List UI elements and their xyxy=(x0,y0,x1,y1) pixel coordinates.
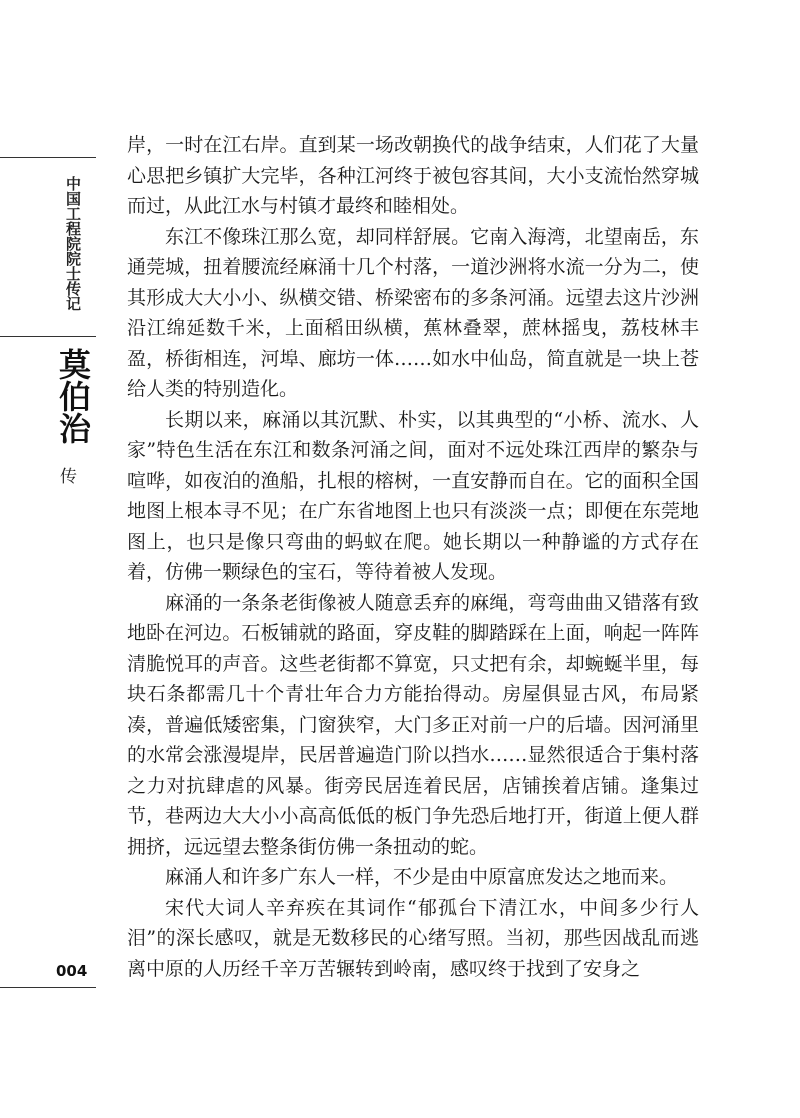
paragraph: 宋代大词人辛弃疾在其词作“郁孤台下清江水，中间多少行人泪”的深长感叹，就是无数移民的心绪写照。当初，那些因战乱而逃离中原的人历经千辛万苦辗转到岭南，感叹终于找到了安身之 xyxy=(127,896,699,980)
body-text xyxy=(127,130,699,984)
biography-suffix: 传 xyxy=(60,467,77,487)
margin-rule-bottom xyxy=(0,987,96,988)
biography-subject-name: 莫伯治 xyxy=(54,348,92,444)
paragraph: 东江不像珠江那么宽，却同样舒展。它南入海湾，北望南岳，东通莞城，扭着腰流经麻涌十几个村落，一道沙洲将水流一分为二，使其形成大大小小、纵横交错、桥梁密布的多条河涌。远望去这片沙洲沿江绵延数千米，上面稻田纵横，蕉林叠翠，蔗林摇曳，荔枝林丰盈，桥街相连，河埠、廊坊一体……如水中仙岛，简直就是一块上苍给人类的特别造化。 xyxy=(127,225,699,400)
margin-rule-middle xyxy=(0,336,96,337)
margin-rule-top xyxy=(0,157,96,158)
paragraph: 麻涌人和许多广东人一样，不少是由中原富庶发达之地而来。 xyxy=(165,866,679,888)
paragraph: 岸，一时在江右岸。直到某一场改朝换代的战争结束，人们花了大量心思把乡镇扩大完毕，各种江河终于被包容其间，大小支流怡然穿城而过，从此江水与村镇才最终和睦相处。 xyxy=(127,134,699,217)
series-title: 中国工程院院士传记 xyxy=(64,176,82,311)
paragraph: 长期以来，麻涌以其沉默、朴实，以其典型的“小桥、流水、人家”特色生活在东江和数条河涌之间，面对不远处珠江西岸的繁杂与喧哗，如夜泊的渔船，扎根的榕树，一直安静而自在。它的面积全国地图上根本寻不见；在广东省地图上也只有淡淡一点；即便在东莞地图上，也只是像只弯曲的蚂蚁在爬。她长期以一种静谧的方式存在着，仿佛一颗绿色的宝石，等待着被人发现。 xyxy=(127,408,699,583)
page-number: 004 xyxy=(56,962,88,980)
paragraph: 麻涌的一条条老街像被人随意丢弃的麻绳，弯弯曲曲又错落有致地卧在河边。石板铺就的路面，穿皮鞋的脚踏踩在上面，响起一阵阵清脆悦耳的声音。这些老街都不算宽，只丈把有余，却蜿蜒半里，每块石条都需几十个青壮年合力方能抬得动。房屋俱显古风，布局紧凑，普遍低矮密集，门窗狭窄，大门多正对前一户的后墙。因河涌里的水常会涨漫堤岸，民居普遍造门阶以挡水……显然很适合于集村落之力对抗肆虐的风暴。街旁民居连着民居，店铺挨着店铺。逢集过节，巷两边大大小小高高低低的板门争先恐后地打开，街道上便人群拥挤，远远望去整条街仿佛一条扭动的蛇。 xyxy=(127,591,699,858)
